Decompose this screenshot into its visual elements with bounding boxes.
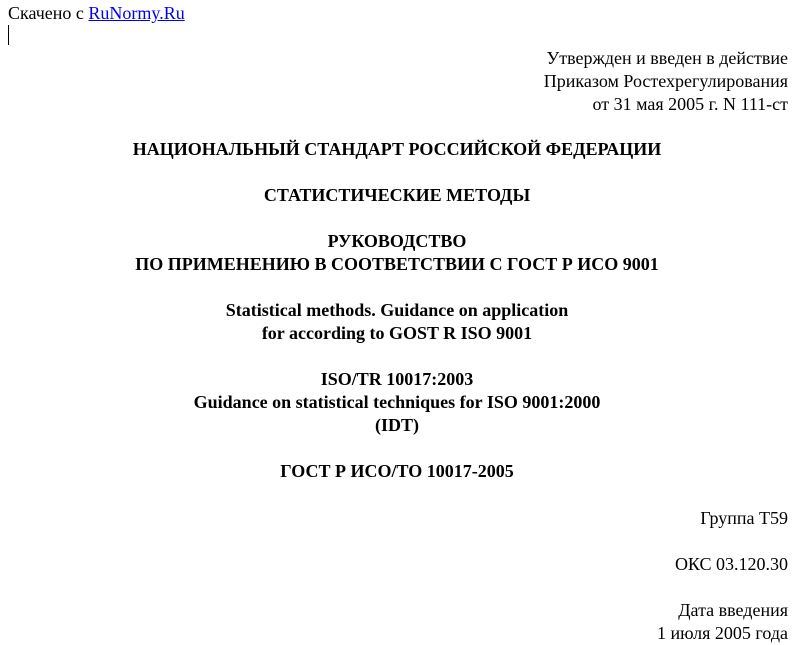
iso-identity: (IDT) — [375, 415, 419, 435]
guide-heading-line-1: РУКОВОДСТВО — [327, 231, 467, 251]
iso-block — [0, 368, 794, 437]
effective-date-block — [657, 599, 788, 645]
effective-date-value: 1 июля 2005 года — [657, 623, 788, 643]
oks-label: ОКС 03.120.30 — [674, 554, 788, 574]
national-standard-heading: НАЦИОНАЛЬНЫЙ СТАНДАРТ РОССИЙСКОЙ ФЕДЕРАЦИИ — [132, 139, 662, 159]
iso-title: Guidance on statistical techniques for ISO 9001:2000 — [193, 392, 601, 412]
effective-date-label: Дата введения — [678, 600, 788, 620]
source-prefix: Скачено с — [8, 3, 89, 23]
source-line — [8, 2, 185, 24]
approval-line-1: Утвержден и введен в действие — [546, 48, 788, 68]
methods-heading: СТАТИСТИЧЕСКИЕ МЕТОДЫ — [263, 185, 531, 205]
approval-line-2: Приказом Ростехрегулирования — [543, 71, 788, 91]
iso-code: ISO/TR 10017:2003 — [320, 369, 474, 389]
gost-code: ГОСТ Р ИСО/ТО 10017-2005 — [280, 461, 514, 481]
english-title-line-2: for according to GOST R ISO 9001 — [261, 323, 533, 343]
english-title-line-1: Statistical methods. Guidance on application — [225, 300, 569, 320]
approval-line-3: от 31 мая 2005 г. N 111-ст — [592, 94, 788, 114]
approval-block — [544, 47, 788, 116]
guide-heading-line-2: ПО ПРИМЕНЕНИЮ В СООТВЕТСТВИИ С ГОСТ Р ИСО 9001 — [135, 254, 659, 274]
english-title — [0, 299, 794, 345]
guide-heading — [0, 230, 794, 276]
group-label: Группа Т59 — [700, 508, 788, 528]
runormy-link[interactable]: RuNormy.Ru — [88, 3, 185, 23]
text-caret — [8, 25, 9, 45]
